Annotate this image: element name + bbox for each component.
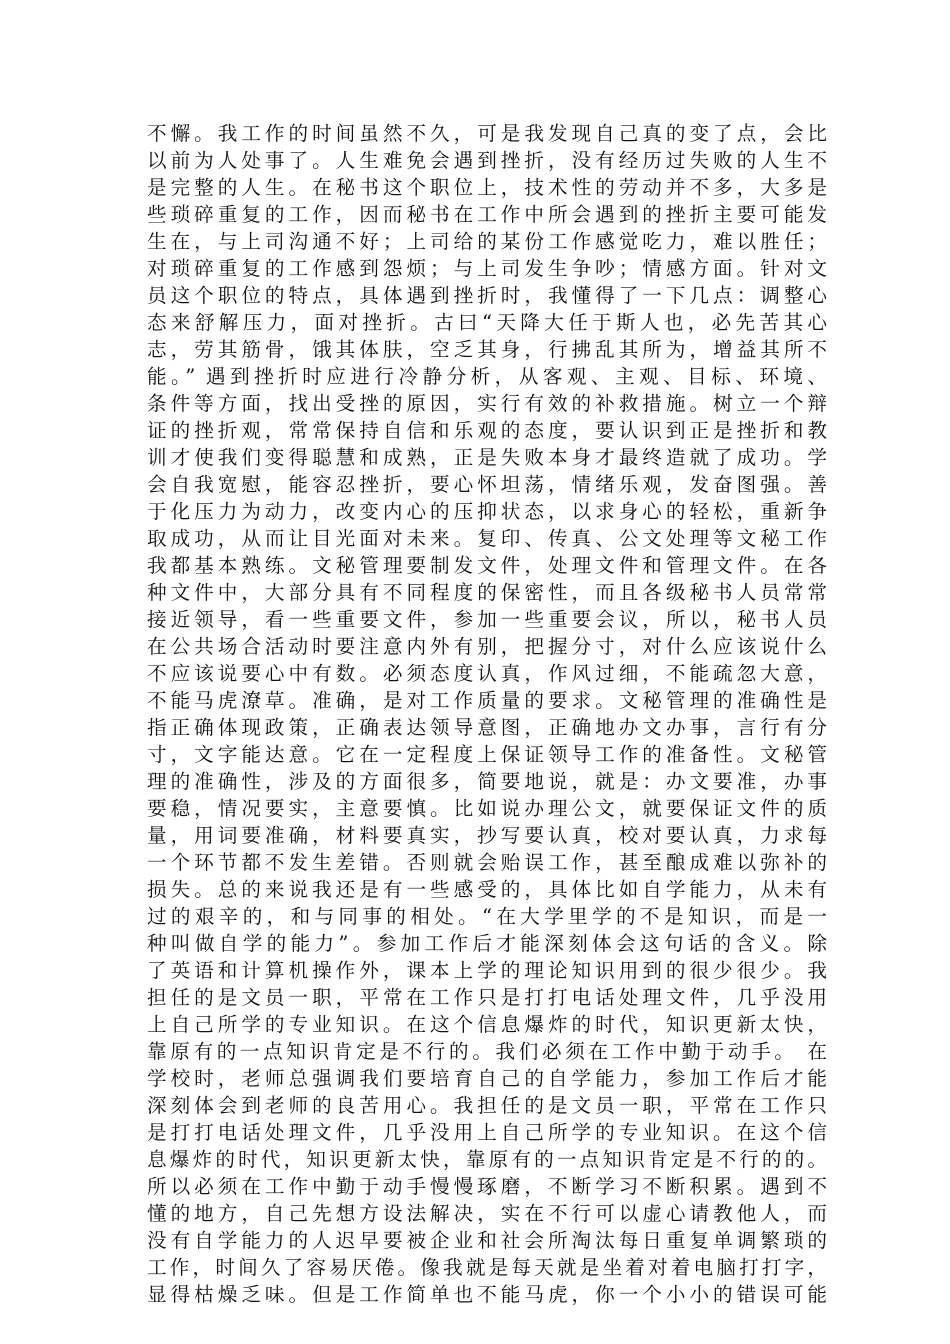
text-line: 寸，文字能达意。它在一定程度上保证领导工作的准备性。文秘管 (147, 743, 827, 766)
text-line: 不能马虎潦草。准确，是对工作质量的要求。文秘管理的准确性是 (147, 689, 827, 712)
text-line: 种文件中，大部分具有不同程度的保密性，而且各级秘书人员常常 (147, 581, 827, 604)
text-line: 工作，时间久了容易厌倦。像我就是每天就是坐着对着电脑打打字， (147, 1256, 827, 1279)
text-line: 所以必须在工作中勤于动手慢慢琢磨，不断学习不断积累。遇到不 (147, 1175, 827, 1198)
text-line: 了英语和计算机操作外，课本上学的理论知识用到的很少很少。我 (147, 959, 827, 982)
text-line: 会自我宽慰，能容忍挫折，要心怀坦荡，情绪乐观，发奋图强。善 (147, 473, 827, 496)
text-line: 种叫做自学的能力”。参加工作后才能深刻体会这句话的含义。除 (147, 932, 827, 955)
text-line: 损失。总的来说我还是有一些感受的，具体比如自学能力，从未有 (147, 878, 827, 901)
text-line: 懂的地方，自己先想方设法解决，实在不行可以虚心请教他人，而 (147, 1202, 827, 1225)
text-line: 在公共场合活动时要注意内外有别，把握分寸，对什么应该说什么 (147, 635, 827, 658)
text-line: 显得枯燥乏味。但是工作简单也不能马虎，你一个小小的错误可能 (147, 1283, 827, 1306)
text-line: 学校时，老师总强调我们要培育自己的自学能力，参加工作后才能 (147, 1067, 827, 1090)
text-line: 接近领导，看一些重要文件，参加一些重要会议，所以，秘书人员 (147, 608, 827, 631)
body-text (147, 120, 827, 1308)
text-line: 靠原有的一点知识肯定是不行的。我们必须在工作中勤于动手。 在 (147, 1040, 827, 1063)
text-line: 是完整的人生。在秘书这个职位上，技术性的劳动并不多，大多是 (147, 176, 827, 199)
text-line: 过的艰辛的，和与同事的相处。“在大学里学的不是知识，而是一 (147, 905, 827, 928)
text-line: 员这个职位的特点，具体遇到挫折时，我懂得了一下几点：调整心 (147, 284, 827, 307)
text-line: 我都基本熟练。文秘管理要制发文件，处理文件和管理文件。在各 (147, 554, 827, 577)
text-line: 训才使我们变得聪慧和成熟，正是失败本身才最终造就了成功。学 (147, 446, 827, 469)
text-line: 不懈。我工作的时间虽然不久，可是我发现自己真的变了点，会比 (147, 122, 827, 145)
text-line: 以前为人处事了。人生难免会遇到挫折，没有经历过失败的人生不 (147, 149, 827, 172)
text-line: 态来舒解压力，面对挫折。古曰“天降大任于斯人也，必先苦其心 (147, 311, 827, 334)
text-line: 证的挫折观，常常保持自信和乐观的态度，要认识到正是挫折和教 (147, 419, 827, 442)
text-line: 志，劳其筋骨，饿其体肤，空乏其身，行拂乱其所为，增益其所不 (147, 338, 827, 361)
text-line: 深刻体会到老师的良苦用心。我担任的是文员一职，平常在工作只 (147, 1094, 827, 1117)
text-line: 于化压力为动力，改变内心的压抑状态，以求身心的轻松，重新争 (147, 500, 827, 523)
text-line: 些琐碎重复的工作，因而秘书在工作中所会遇到的挫折主要可能发 (147, 203, 827, 226)
text-line: 没有自学能力的人迟早要被企业和社会所淘汰每日重复单调繁琐的 (147, 1229, 827, 1252)
text-line: 不应该说要心中有数。必须态度认真，作风过细，不能疏忽大意， (147, 662, 827, 685)
text-line: 息爆炸的时代，知识更新太快，靠原有的一点知识肯定是不行的的。 (147, 1148, 827, 1171)
text-line: 生在，与上司沟通不好；上司给的某份工作感觉吃力，难以胜任； (147, 230, 827, 253)
text-line: 上自己所学的专业知识。在这个信息爆炸的时代，知识更新太快， (147, 1013, 827, 1036)
text-line: 理的准确性，涉及的方面很多，简要地说，就是：办文要准，办事 (147, 770, 827, 793)
text-line: 能。” 遇到挫折时应进行冷静分析，从客观、主观、目标、环境、 (147, 365, 827, 388)
text-line: 取成功，从而让目光面对未来。复印、传真、公文处理等文秘工作 (147, 527, 827, 550)
text-line: 担任的是文员一职，平常在工作只是打打电话处理文件，几乎没用 (147, 986, 827, 1009)
text-line: 量，用词要准确，材料要真实，抄写要认真，校对要认真，力求每 (147, 824, 827, 847)
text-line: 是打打电话处理文件，几乎没用上自己所学的专业知识。在这个信 (147, 1121, 827, 1144)
text-line: 对琐碎重复的工作感到怨烦；与上司发生争吵；情感方面。针对文 (147, 257, 827, 280)
text-line: 要稳，情况要实，主意要慎。比如说办理公文，就要保证文件的质 (147, 797, 827, 820)
text-line: 一个环节都不发生差错。否则就会贻误工作，甚至酿成难以弥补的 (147, 851, 827, 874)
text-line: 指正确体现政策，正确表达领导意图，正确地办文办事，言行有分 (147, 716, 827, 739)
text-line: 条件等方面，找出受挫的原因，实行有效的补救措施。树立一个辩 (147, 392, 827, 415)
